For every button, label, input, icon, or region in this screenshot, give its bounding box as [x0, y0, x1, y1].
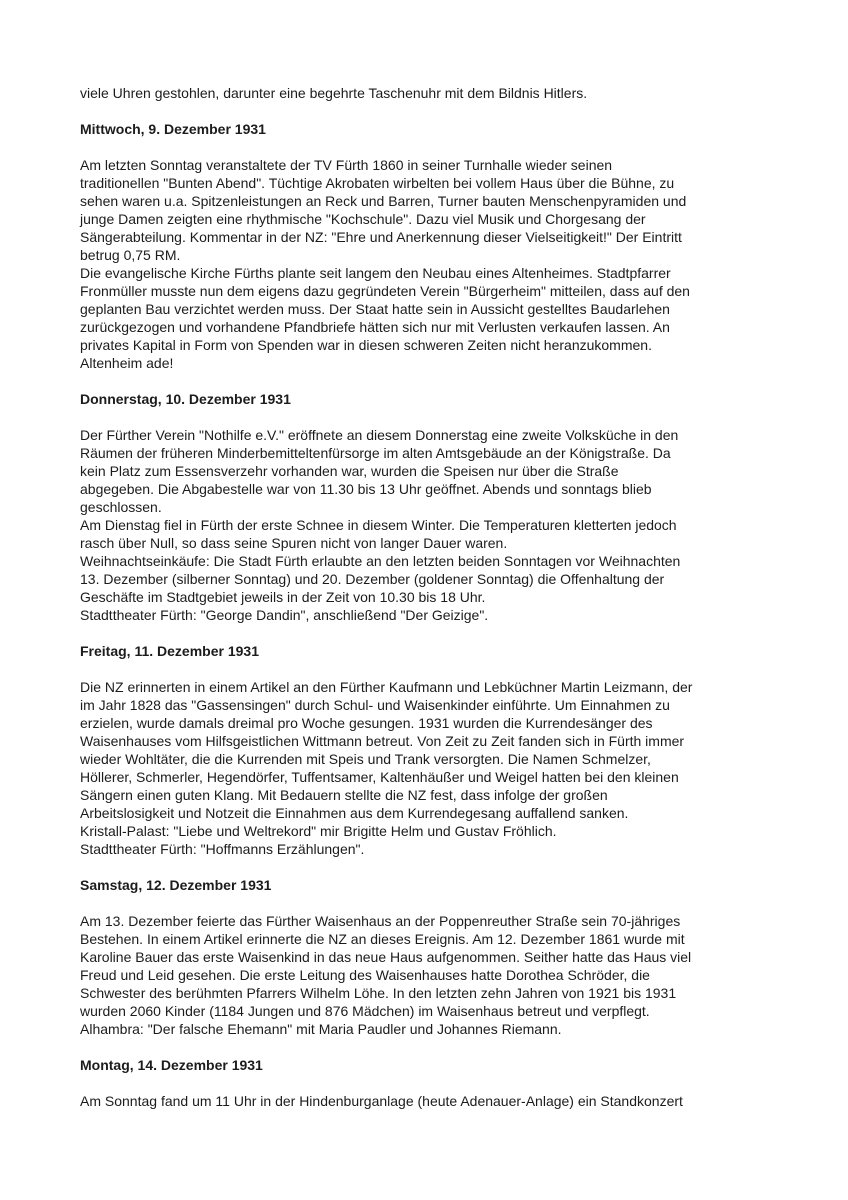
text-line: junge Damen zeigten eine rhythmische "Kochschule". Dazu viel Musik und Chorgesang der: [80, 211, 646, 227]
text-line: sehen waren u.a. Spitzenleistungen an Reck und Barren, Turner bauten Menschenpyramiden und: [80, 193, 687, 209]
body-freitag-11-dezember-1931: [80, 678, 798, 858]
body-montag-14-dezember-1931: [80, 1092, 798, 1110]
text-line: Waisenhauses vom Hilfsgeistlichen Wittmann betreut. Von Zeit zu Zeit fanden sich in Fürth immer: [80, 733, 685, 749]
text-line: wieder Wohltäter, die die Kurrenden mit Speis und Trank versorgten. Die Namen Schmelzer,: [80, 751, 651, 767]
text-line: Sängern einen guten Klang. Mit Bedauern stellte die NZ fest, dass infolge der großen: [80, 787, 608, 803]
heading-mittwoch-9-dezember-1931: Mittwoch, 9. Dezember 1931: [80, 121, 266, 137]
text-line: Am letzten Sonntag veranstaltete der TV Fürth 1860 in seiner Turnhalle wieder seinen: [80, 157, 613, 173]
text-line: Stadttheater Fürth: "Hoffmanns Erzählungen".: [80, 841, 365, 857]
text-line: erzielen, wurde damals dreimal pro Woche gesungen. 1931 wurden die Kurrendesänger des: [80, 715, 653, 731]
text-line: Geschäfte im Stadtgebiet jeweils in der Zeit von 10.30 bis 18 Uhr.: [80, 589, 486, 605]
text-line: Die evangelische Kirche Fürths plante seit langem den Neubau eines Altenheimes. Stadtpfarrer: [80, 265, 671, 281]
text-line: im Jahr 1828 das "Gassensingen" durch Schul- und Waisenkinder einführte. Um Einnahmen zu: [80, 697, 670, 713]
text-line: Altenheim ade!: [80, 355, 174, 371]
text-line: Die NZ erinnerten in einem Artikel an den Fürther Kaufmann und Lebküchner Martin Leizmann, der: [80, 679, 693, 695]
text-line: Alhambra: "Der falsche Ehemann" mit Maria Paudler und Johannes Riemann.: [80, 1021, 562, 1037]
text-line: betrug 0,75 RM.: [80, 247, 181, 263]
heading-donnerstag-10-dezember-1931: Donnerstag, 10. Dezember 1931: [80, 391, 291, 407]
heading-freitag-11-dezember-1931: Freitag, 11. Dezember 1931: [80, 643, 259, 659]
text-line: geplanten Bau verzichtet werden muss. Der Staat hatte sein in Aussicht gestelltes Baudarlehen: [80, 301, 670, 317]
text-line: Am Sonntag fand um 11 Uhr in der Hindenburganlage (heute Adenauer-Anlage) ein Standkonzert: [80, 1093, 683, 1109]
text-line: Am 13. Dezember feierte das Fürther Waisenhaus an der Poppenreuther Straße sein 70-jähriges: [80, 913, 681, 929]
text-line: privates Kapital in Form von Spenden war in diesen schweren Zeiten nicht heranzukommen.: [80, 337, 652, 353]
text-line: kein Platz zum Essensverzehr vorhanden war, wurden die Speisen nur über die Straße: [80, 463, 619, 479]
text-line: Karoline Bauer das erste Waisenkind in das neue Haus aufgenommen. Seither hatte das Haus viel: [80, 949, 692, 965]
continuation-paragraph: [80, 84, 798, 102]
text-line: abgegeben. Die Abgabestelle war von 11.30 bis 13 Uhr geöffnet. Abends und sonntags blieb: [80, 481, 652, 497]
text-line: Der Fürther Verein "Nothilfe e.V." eröffnete an diesem Donnerstag eine zweite Volksküche in den: [80, 427, 679, 443]
text-line: Am Dienstag fiel in Fürth der erste Schnee in diesem Winter. Die Temperaturen kletterten jedoch: [80, 517, 677, 533]
text-line: Sängerabteilung. Kommentar in der NZ: "Ehre und Anerkennung dieser Vielseitigkeit!" Der Eintritt: [80, 229, 682, 245]
text-line: Bestehen. In einem Artikel erinnerte die NZ an dieses Ereignis. Am 12. Dezember 1861 wurde mit: [80, 931, 685, 947]
text-line: Kristall-Palast: "Liebe und Weltrekord" mir Brigitte Helm und Gustav Fröhlich.: [80, 823, 557, 839]
text-line: Arbeitslosigkeit und Notzeit die Einnahmen aus dem Kurrendegesang auffallend sanken.: [80, 805, 629, 821]
text-line: Weihnachtseinkäufe: Die Stadt Fürth erlaubte an den letzten beiden Sonntagen vor Weihnachten: [80, 553, 681, 569]
text-line: Fronmüller musste nun dem eigens dazu gegründeten Verein "Bürgerheim" mitteilen, dass auf den: [80, 283, 690, 299]
text-line: viele Uhren gestohlen, darunter eine begehrte Taschenuhr mit dem Bildnis Hitlers.: [80, 85, 588, 101]
text-line: Stadttheater Fürth: "George Dandin", anschließend "Der Geizige".: [80, 607, 489, 623]
text-line: rasch über Null, so dass seine Spuren nicht von langer Dauer waren.: [80, 535, 508, 551]
text-line: Höllerer, Schmerler, Hegendörfer, Tuffentsamer, Kaltenhäußer und Weigel hatten bei den kleinen: [80, 769, 679, 785]
heading-samstag-12-dezember-1931: Samstag, 12. Dezember 1931: [80, 877, 272, 893]
body-mittwoch-9-dezember-1931: [80, 156, 798, 372]
text-line: Schwester des berühmten Pfarrers Wilhelm Löhe. In den letzten zehn Jahren von 1921 bis 1931: [80, 985, 677, 1001]
heading-montag-14-dezember-1931: Montag, 14. Dezember 1931: [80, 1057, 263, 1073]
text-line: traditionellen "Bunten Abend". Tüchtige Akrobaten wirbelten bei vollem Haus über die Bühne, zu: [80, 175, 675, 191]
text-line: geschlossen.: [80, 499, 162, 515]
body-donnerstag-10-dezember-1931: [80, 426, 798, 624]
body-samstag-12-dezember-1931: [80, 912, 798, 1038]
text-line: Freud und Leid gesehen. Die erste Leitung des Waisenhauses hatte Dorothea Schröder, die: [80, 967, 650, 983]
text-line: 13. Dezember (silberner Sonntag) und 20. Dezember (goldener Sonntag) die Offenhaltung der: [80, 571, 665, 587]
text-line: zurückgezogen und vorhandene Pfandbriefe hätten sich nur mit Verlusten verkaufen lassen. An: [80, 319, 670, 335]
text-line: Räumen der früheren Minderbemitteltenfürsorge im alten Amtsgebäude an der Königstraße. Da: [80, 445, 671, 461]
text-line: wurden 2060 Kinder (1184 Jungen und 876 Mädchen) im Waisenhaus betreut und verpflegt.: [80, 1003, 650, 1019]
